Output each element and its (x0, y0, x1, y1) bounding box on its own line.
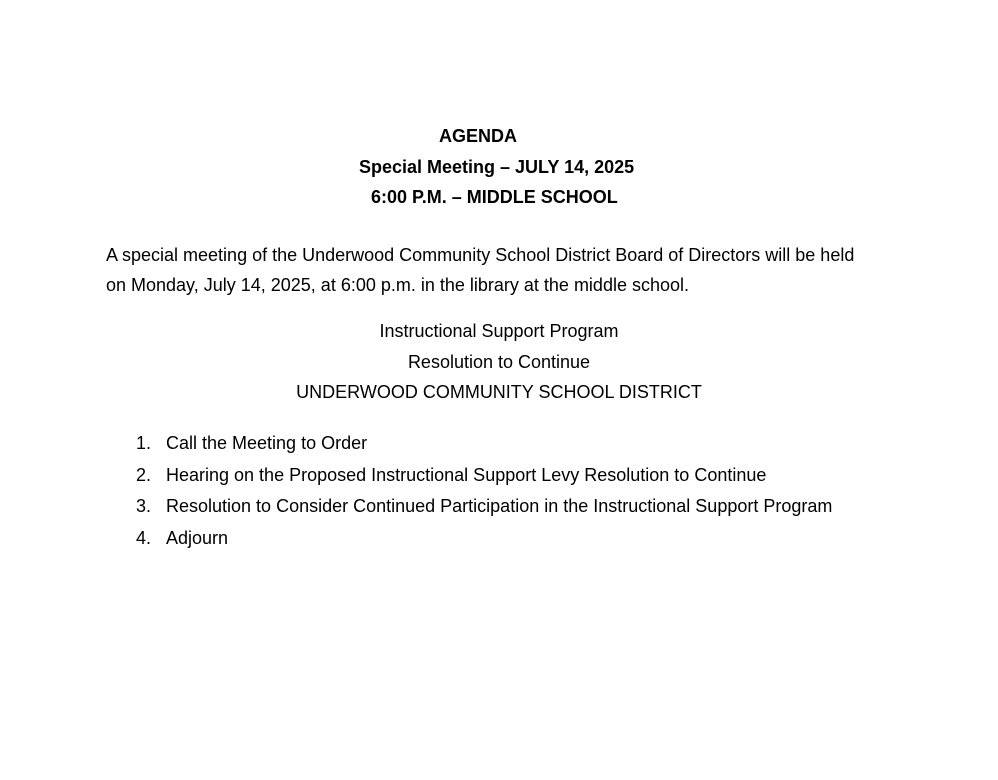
meeting-time-location-heading: 6:00 P.M. – MIDDLE SCHOOL (371, 187, 618, 207)
intro-line-2: on Monday, July 14, 2025, at 6:00 p.m. in the library at the middle school. (106, 275, 689, 295)
subject-district: UNDERWOOD COMMUNITY SCHOOL DISTRICT (296, 382, 702, 402)
intro-line-1: A special meeting of the Underwood Community School District Board of Directors will be held (106, 245, 855, 265)
meeting-date-heading: Special Meeting – JULY 14, 2025 (359, 157, 635, 177)
agenda-item-text: Call the Meeting to Order (166, 433, 368, 453)
agenda-item-text: Resolution to Consider Continued Participation in the Instructional Support Program (166, 496, 833, 517)
agenda-item-number: 1. (136, 433, 152, 453)
agenda-item (136, 495, 832, 527)
agenda-item-number: 2. (136, 464, 152, 485)
agenda-item (136, 527, 832, 559)
agenda-item (136, 432, 832, 464)
intro-paragraph (106, 240, 896, 300)
agenda-item (136, 464, 832, 496)
agenda-title: AGENDA (439, 126, 518, 146)
subject-block (0, 316, 998, 408)
subject-resolution: Resolution to Continue (407, 351, 591, 372)
agenda-item-text: Hearing on the Proposed Instructional Support Levy Resolution to Continue (166, 464, 767, 485)
agenda-item-number: 3. (136, 496, 152, 517)
agenda-item-number: 4. (136, 528, 152, 549)
agenda-list (136, 432, 832, 559)
agenda-item-text: Adjourn (166, 528, 229, 549)
subject-program: Instructional Support Program (379, 321, 619, 341)
